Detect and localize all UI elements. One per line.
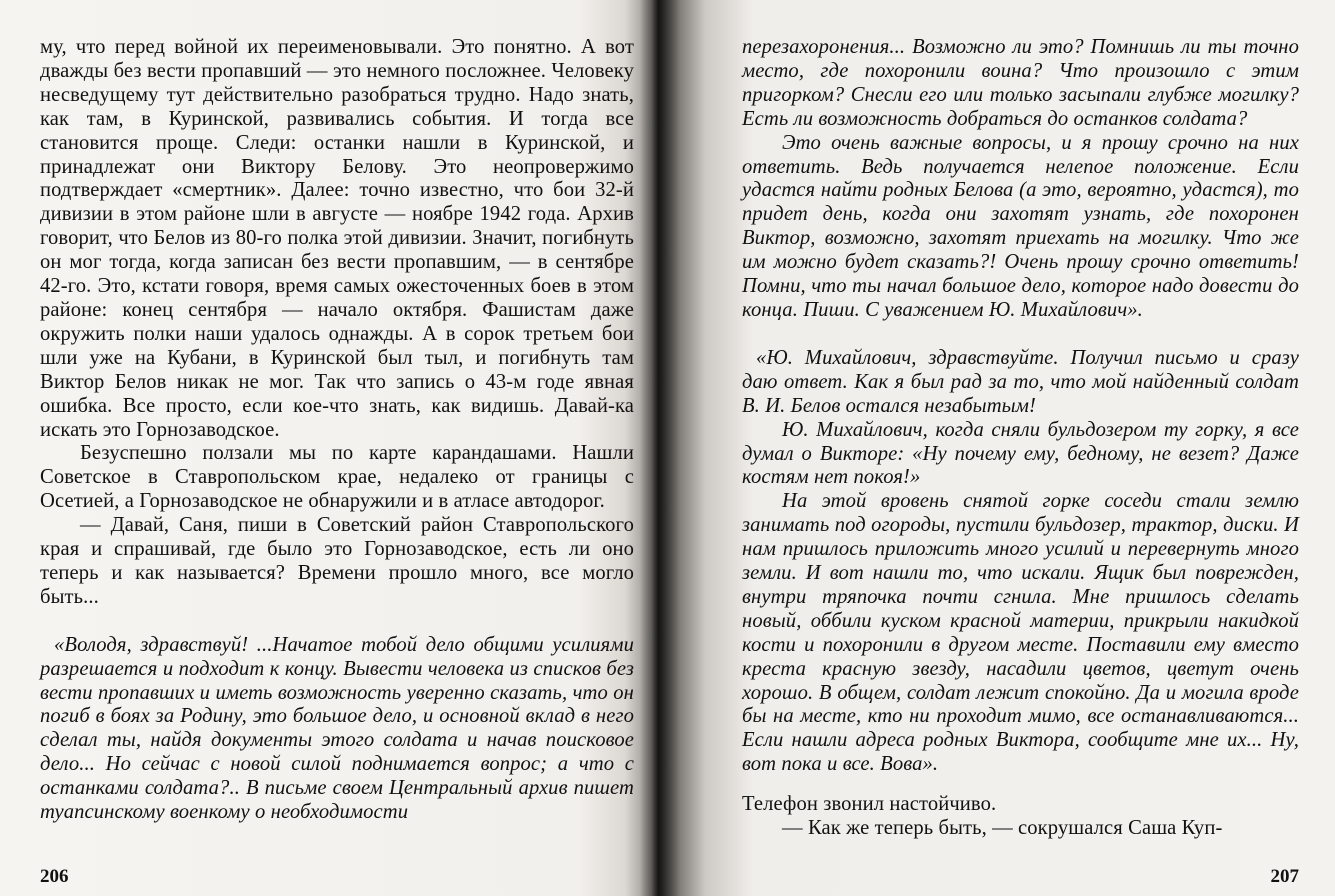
left-paragraph-3: — Давай, Саня, пиши в Советский район Ставропольского края и спрашивай, где было это Горнозаводское, есть ли оно теперь и как называется? Времени прошло много, все могло быть... bbox=[40, 514, 634, 608]
right-paragraph-phone: Телефон звонил настойчиво. bbox=[742, 793, 997, 816]
right-paragraph-1: перезахоронения... Возможно ли это? Помнишь ли ты точно место, где похоронили воина? Что произошло с этим пригорком? Снесли его или только засыпали глубже могилку? Есть ли возможность добраться до останков солдата? bbox=[742, 36, 1299, 130]
right-paragraph-last: — Как же теперь быть, — сокрушался Саша Куп- bbox=[782, 817, 1223, 840]
left-paragraph-1: му, что перед войной их переименовывали. Это понятно. А вот дважды без вести пропавший — это немного посложнее. Человеку несведущему тут действительно разобраться трудно. Надо знать, как там, в Куринской, развивались события. И тогда все становится проще. Следи: останки нашли в Куринской, и принадлежат они Виктору Белову. Это неопровержимо подтверждает «смертник». Далее: точно известно, что бои 32-й дивизии в этом районе шли в августе — ноябре 1942 года. Архив говорит, что Белов из 80-го полка этой дивизии. Значит, погибнуть он мог тогда, когда записан без вести пропавшим, — в сентябре 42-го. Это, кстати говоря, время самых ожесточенных боев в этом районе: конец сентября — начало октября. Фашистам даже окружить полки наши удалось однажды. А в сорок третьем бои шли уже на Кубани, в Куринской был тыл, и погибнуть там Виктор Белов никак не мог. Так что запись о 43-м годе явная ошибка. Все просто, если кое-что знать, как видишь. Давай-ка искать это Горнозаводское. bbox=[40, 36, 634, 441]
left-page-text bbox=[40, 36, 634, 825]
right-page-text bbox=[742, 36, 1299, 841]
right-paragraph-2: Это очень важные вопросы, и я прошу срочно на них ответить. Ведь получается нелепое положение. Если удастся найти родных Белова (а это, вероятно, удастся), то придет день, когда они захотят узнать, где похоронен Виктор, возможно, захотят приехать на могилку. Что же им можно будет сказать?! Очень прошу срочно ответить! Помни, что ты начал большое дело, которое надо довести до конца. Пиши. С уважением Ю. Михайлович». bbox=[742, 131, 1299, 321]
left-page bbox=[0, 0, 658, 896]
page-number-right: 207 bbox=[1270, 866, 1299, 887]
page-number-left: 206 bbox=[40, 866, 69, 887]
right-letter-paragraph-1: «Ю. Михайлович, здравствуйте. Получил письмо и сразу даю ответ. Как я был рад за то, что мой найденный солдат В. И. Белов остался незабытым! bbox=[742, 346, 1299, 417]
left-paragraph-2: Безуспешно ползали мы по карте карандашами. Нашли Советское в Ставропольском крае, недалеко от границы с Осетией, а Горнозаводское не обнаружили и в атласе автодорог. bbox=[40, 442, 634, 513]
right-letter-paragraph-3: На этой вровень снятой горке соседи стали землю занимать под огороды, пустили бульдозер, трактор, диски. И нам пришлось приложить много усилий и перевернуть много земли. И вот нашли то, что искали. Ящик был поврежден, внутри тряпочка почти сгнила. Мне пришлось сделать новый, оббили куском красной материи, прикрыли накидкой кости и похоронили в другом месте. Поставили ему вместо креста красную звезду, насадили цветов, цветут очень хорошо. В общем, солдат лежит спокойно. Да и могила вроде бы на месте, кто ни проходит мимо, все останавливаются... Если нашли адреса родных Виктора, сообщите мне их... Ну, вот пока и все. Вова». bbox=[742, 490, 1299, 776]
left-letter-paragraph: «Володя, здравствуй! ...Начатое тобой дело общими усилиями разрешается и подходит к концу. Вывести человека из списков без вести пропавших и иметь возможность уверенно сказать, что он погиб в боях за Родину, это большое дело, и основной вклад в него сделал ты, найдя документы этого солдата и начав поисковое дело... Но сейчас с новой силой поднимается вопрос; а что с останками солдата?.. В письме своем Центральный архив пишет туапсинскому военкому о необходимости bbox=[40, 633, 634, 824]
right-letter-paragraph-2: Ю. Михайлович, когда сняли бульдозером ту горку, я все думал о Викторе: «Ну почему ему, бедному, не везет? Даже костям нет покоя!» bbox=[742, 418, 1299, 489]
right-page bbox=[658, 0, 1335, 896]
